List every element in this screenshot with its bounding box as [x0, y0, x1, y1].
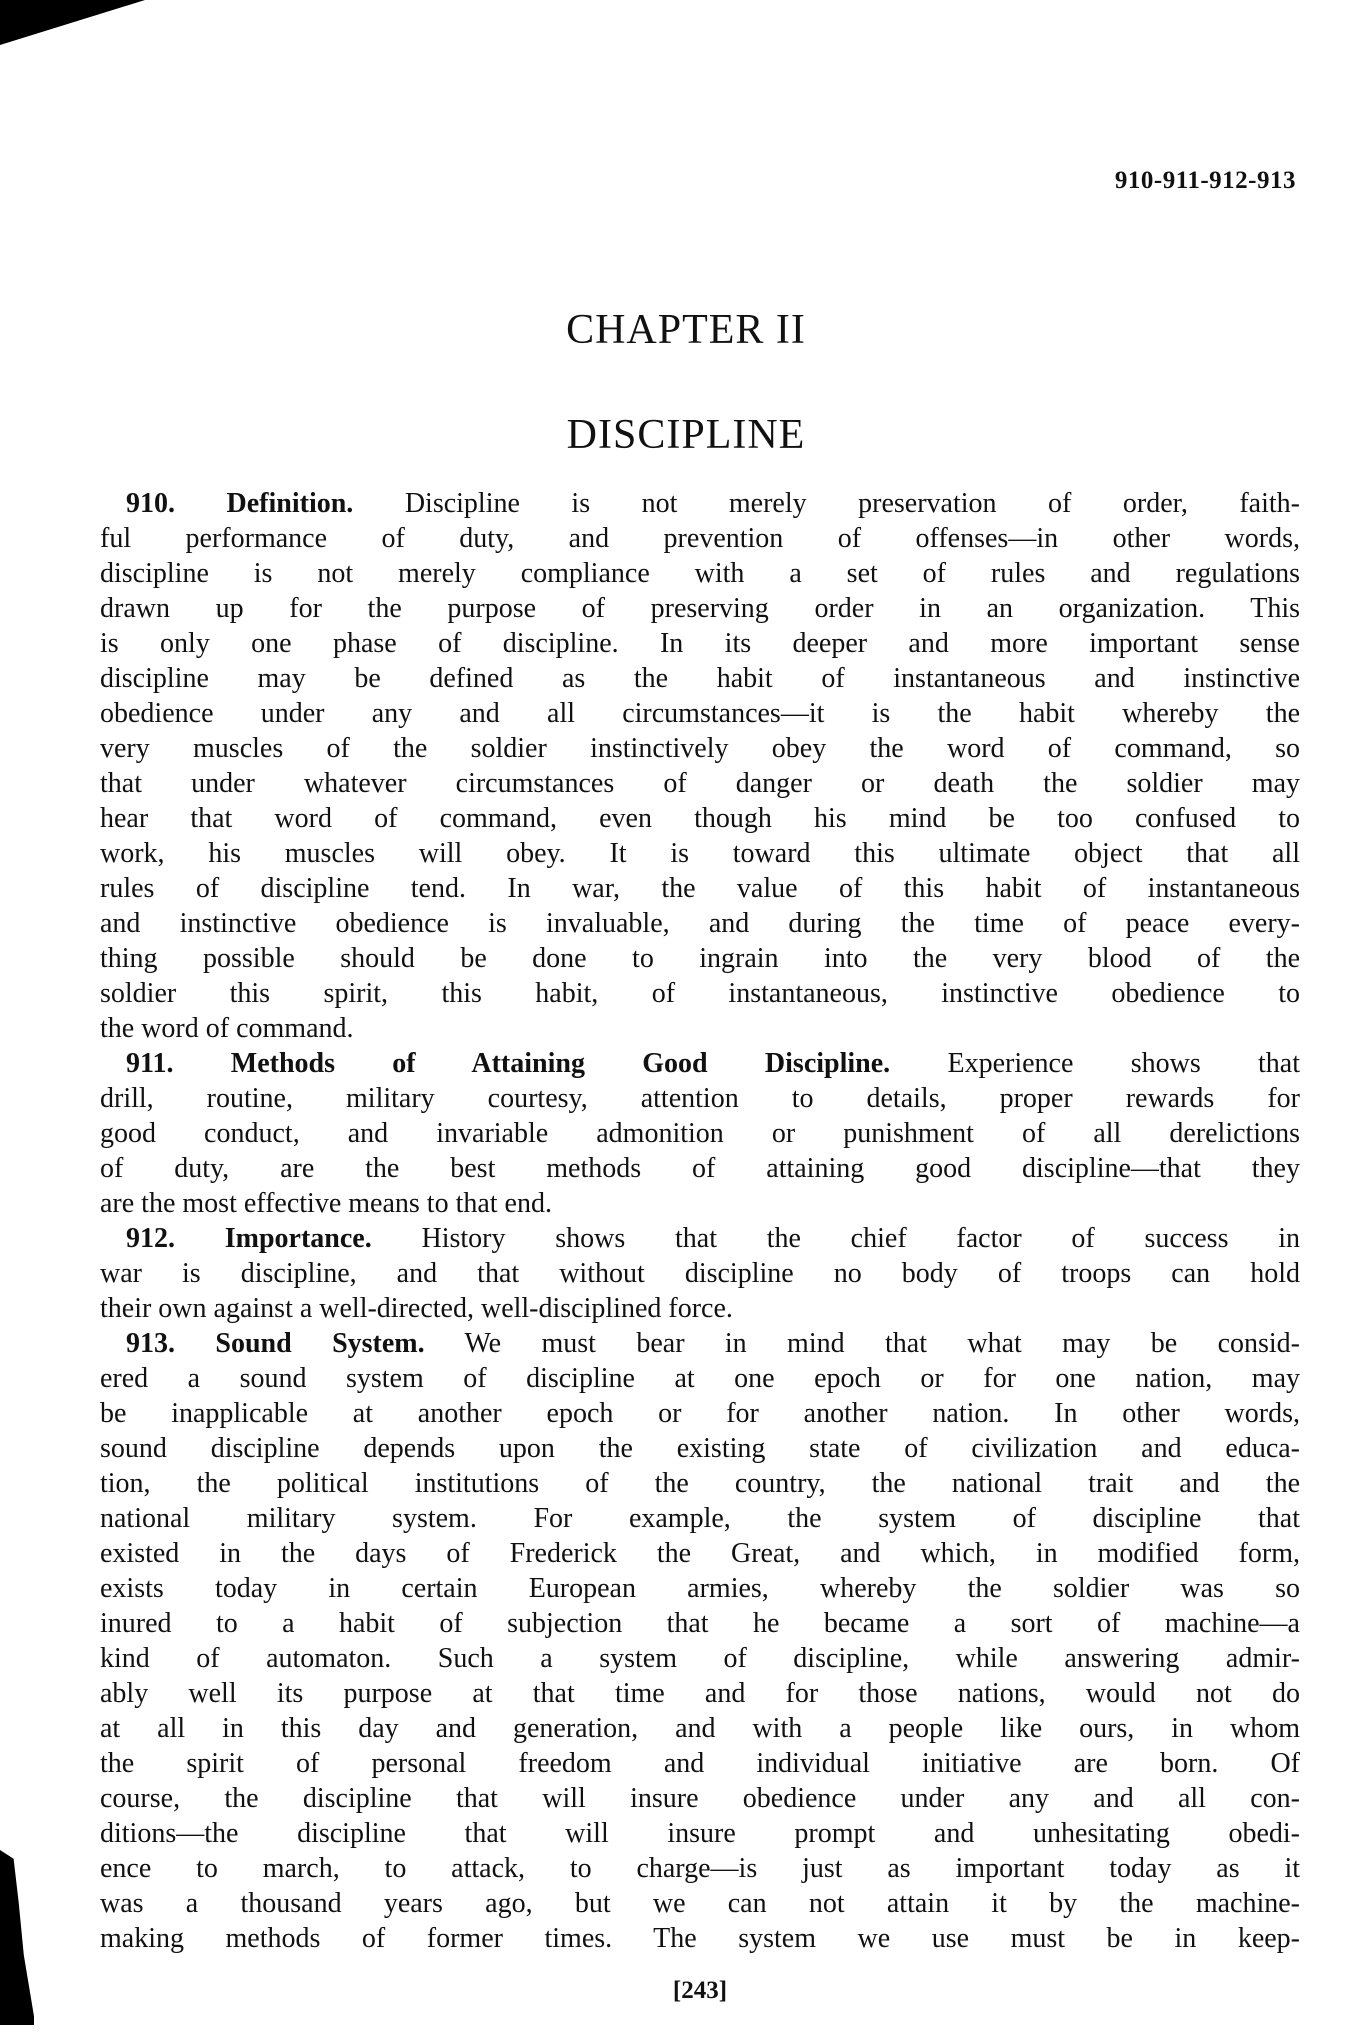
page-number: [243] — [672, 1977, 728, 2004]
paragraph-913 — [100, 1326, 1300, 1956]
text-line: ably well its purpose at that time and for those nations, would not do — [100, 1678, 1300, 1709]
text-line: tion, the political institutions of the country, the national trait and the — [100, 1468, 1300, 1499]
paragraph-number: 910. — [126, 488, 175, 519]
paragraph-heading: Sound System. — [215, 1328, 425, 1359]
text-line: rules of discipline tend. In war, the value of this habit of instantaneous — [100, 873, 1300, 904]
text-line: discipline may be defined as the habit of instantaneous and instinctive — [100, 663, 1300, 694]
text-line: drawn up for the purpose of preserving order in an organization. This — [100, 593, 1300, 624]
text-line: making methods of former times. The system we use must be in keep- — [100, 1923, 1300, 1954]
paragraph-text: Experience shows that — [947, 1048, 1301, 1079]
chapter-title: DISCIPLINE — [566, 412, 806, 458]
text-line: exists today in certain European armies, whereby the soldier was so — [100, 1573, 1300, 1604]
text-line — [100, 486, 1300, 521]
text-line: ered a sound system of discipline at one epoch or for one nation, may — [100, 1363, 1300, 1394]
text-line: good conduct, and invariable admonition or punishment of all derelictions — [100, 1118, 1300, 1149]
paragraph-number: 913. — [126, 1328, 175, 1359]
text-line: ence to march, to attack, to charge—is just as important today as it — [100, 1853, 1300, 1884]
paragraph-heading: Importance. — [224, 1223, 372, 1254]
text-line — [100, 1046, 1300, 1081]
paragraph-912 — [100, 1221, 1300, 1326]
running-head: 910-911-912-913 — [1114, 167, 1296, 194]
text-line: course, the discipline that will insure obedience under any and all con- — [100, 1783, 1300, 1814]
text-line: of duty, are the best methods of attaining good discipline—that they — [100, 1153, 1300, 1184]
text-line: national military system. For example, the system of discipline that — [100, 1503, 1300, 1534]
paragraph-number: 911. — [126, 1048, 174, 1079]
text-line: ful performance of duty, and prevention of offenses—in other words, — [100, 523, 1300, 554]
text-line: the word of command. — [100, 1013, 354, 1044]
text-line: is only one phase of discipline. In its deeper and more important sense — [100, 628, 1300, 659]
text-line: work, his muscles will obey. It is toward this ultimate object that all — [100, 838, 1300, 869]
text-line: drill, routine, military courtesy, attention to details, proper rewards for — [100, 1083, 1300, 1114]
paragraph-number: 912. — [126, 1223, 175, 1254]
scan-binding-edge — [0, 1850, 34, 2025]
paragraph-text: Discipline is not merely preservation of order, faith- — [404, 488, 1300, 519]
text-line: be inapplicable at another epoch or for another nation. In other words, — [100, 1398, 1300, 1429]
text-line: existed in the days of Frederick the Great, and which, in modified form, — [100, 1538, 1300, 1569]
text-line: thing possible should be done to ingrain into the very blood of the — [100, 943, 1300, 974]
text-line: sound discipline depends upon the existing state of civilization and educa- — [100, 1433, 1300, 1464]
body-text — [100, 486, 1300, 1956]
chapter-number: CHAPTER II — [566, 307, 806, 353]
text-line: and instinctive obedience is invaluable, and during the time of peace every- — [100, 908, 1300, 939]
paragraph-910 — [100, 486, 1300, 1046]
paragraph-heading: Methods of Attaining Good Discipline. — [230, 1048, 891, 1079]
text-line: hear that word of command, even though his mind be too confused to — [100, 803, 1300, 834]
text-line: discipline is not merely compliance with a set of rules and regulations — [100, 558, 1300, 589]
page-flow — [100, 486, 1300, 2006]
text-line: that under whatever circumstances of danger or death the soldier may — [100, 768, 1300, 799]
scan-corner-mark — [0, 0, 145, 45]
text-line: obedience under any and all circumstances—it is the habit whereby the — [100, 698, 1300, 729]
text-line: are the most effective means to that end. — [100, 1188, 552, 1219]
text-line: the spirit of personal freedom and individual initiative are born. Of — [100, 1748, 1300, 1779]
text-line: kind of automaton. Such a system of discipline, while answering admir- — [100, 1643, 1300, 1674]
text-line — [100, 1326, 1300, 1361]
text-line: inured to a habit of subjection that he became a sort of machine—a — [100, 1608, 1300, 1639]
text-line: ditions—the discipline that will insure prompt and unhesitating obedi- — [100, 1818, 1300, 1849]
paragraph-text: We must bear in mind that what may be consid- — [464, 1328, 1301, 1359]
paragraph-heading: Definition. — [226, 488, 354, 519]
text-line: war is discipline, and that without discipline no body of troops can hold — [100, 1258, 1300, 1289]
paragraph-911 — [100, 1046, 1300, 1221]
text-line: very muscles of the soldier instinctively obey the word of command, so — [100, 733, 1300, 764]
text-line: at all in this day and generation, and with a people like ours, in whom — [100, 1713, 1300, 1744]
text-line: their own against a well-directed, well-disciplined force. — [100, 1293, 733, 1324]
text-line: was a thousand years ago, but we can not attain it by the machine- — [100, 1888, 1300, 1919]
paragraph-text: History shows that the chief factor of success in — [421, 1223, 1300, 1254]
text-line: soldier this spirit, this habit, of instantaneous, instinctive obedience to — [100, 978, 1300, 1009]
text-line — [100, 1221, 1300, 1256]
